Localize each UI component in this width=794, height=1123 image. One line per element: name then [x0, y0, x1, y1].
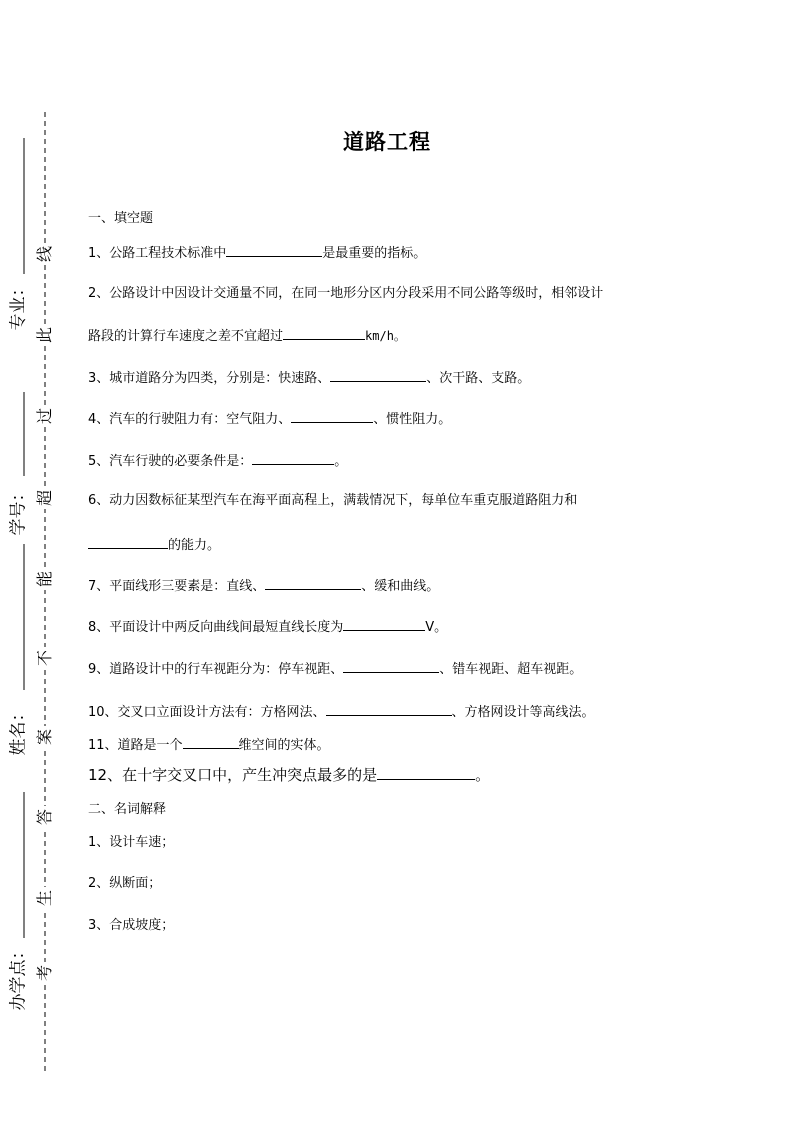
question-text: 9、道路设计中的行车视距分为：停车视距、	[88, 662, 344, 677]
seal-char: 生	[34, 887, 56, 909]
answer-blank[interactable]	[326, 702, 452, 716]
question-2-line2	[88, 326, 406, 346]
question-11	[88, 735, 330, 755]
answer-blank[interactable]	[330, 368, 426, 382]
section-heading-fill-in: 一、填空题	[88, 211, 154, 226]
question-text: 7、平面线形三要素是：直线、	[88, 579, 266, 594]
answer-blank[interactable]	[377, 766, 475, 780]
question-text: 路段的计算行车速度之差不宜超过	[88, 329, 284, 344]
section-heading-definitions: 二、名词解释	[88, 802, 167, 817]
answer-blank[interactable]	[265, 576, 361, 590]
question-5	[88, 451, 347, 471]
question-text: 是最重要的指标。	[322, 246, 427, 261]
question-text: 5、汽车行驶的必要条件是：	[88, 454, 253, 469]
question-7	[88, 576, 439, 596]
question-text: 8、平面设计中两反向曲线间最短直线长度为	[88, 620, 344, 635]
question-3	[88, 368, 530, 388]
question-6-line2	[88, 535, 220, 555]
field-name-label: 姓名：	[8, 704, 29, 756]
seal-char: 考	[34, 962, 56, 984]
binding-margin	[0, 0, 80, 1123]
question-2-line1: 2、公路设计中因设计交通量不同，在同一地形分区内分段采用不同公路等级时，相邻设计	[88, 286, 604, 301]
question-10	[88, 702, 595, 722]
question-6-line1: 6、动力因数标征某型汽车在海平面高程上，满载情况下，每单位车重克服道路阻力和	[88, 493, 578, 508]
question-text: 、错车视距、超车视距。	[439, 662, 583, 677]
seal-char: 能	[34, 568, 56, 590]
answer-blank[interactable]	[226, 243, 322, 257]
question-4	[88, 409, 451, 429]
question-text: 4、汽车的行驶阻力有：空气阻力、	[88, 412, 292, 427]
question-text: km/h。	[365, 329, 406, 343]
answer-blank[interactable]	[291, 409, 373, 423]
question-text: 12、在十字交叉口中，产生冲突点最多的是	[88, 766, 378, 784]
field-major-label: 专业：	[8, 279, 29, 331]
answer-blank[interactable]	[343, 659, 439, 673]
question-text: 。	[475, 766, 491, 784]
question-9	[88, 659, 582, 679]
answer-blank[interactable]	[88, 535, 168, 549]
answer-blank[interactable]	[252, 451, 334, 465]
question-8	[88, 617, 447, 637]
answer-blank[interactable]	[283, 326, 365, 340]
definition-item: 2、纵断面；	[88, 876, 162, 891]
field-school-label: 办学点：	[8, 942, 29, 1011]
question-12	[88, 766, 490, 784]
question-text: 维空间的实体。	[238, 738, 330, 753]
seal-char: 线	[34, 243, 56, 265]
answer-blank[interactable]	[343, 617, 425, 631]
seal-char: 此	[34, 324, 56, 346]
question-text: 。	[334, 454, 348, 469]
question-1	[88, 243, 426, 263]
seal-char: 案	[34, 726, 56, 748]
question-text: 、缓和曲线。	[361, 579, 440, 594]
definition-item: 3、合成坡度；	[88, 918, 175, 933]
definition-item: 1、设计车速；	[88, 835, 175, 850]
question-text: 3、城市道路分为四类，分别是：快速路、	[88, 371, 331, 386]
question-text: 、次干路、支路。	[426, 371, 531, 386]
seal-char: 答	[34, 806, 56, 828]
question-text: 、惯性阻力。	[373, 412, 452, 427]
question-text: 10、交叉口立面设计方法有：方格网法、	[88, 705, 326, 720]
seal-char: 不	[34, 647, 56, 669]
answer-blank[interactable]	[183, 735, 239, 749]
question-text: 、方格网设计等高线法。	[451, 705, 595, 720]
question-text: 1、公路工程技术标准中	[88, 246, 227, 261]
question-text: 11、道路是一个	[88, 738, 183, 753]
question-text: 的能力。	[168, 538, 221, 553]
field-student-id-label: 学号：	[8, 484, 29, 536]
seal-char: 超	[34, 487, 56, 509]
document-title: 道路工程	[343, 129, 431, 154]
seal-char: 过	[34, 405, 56, 427]
question-text: V。	[425, 620, 448, 635]
